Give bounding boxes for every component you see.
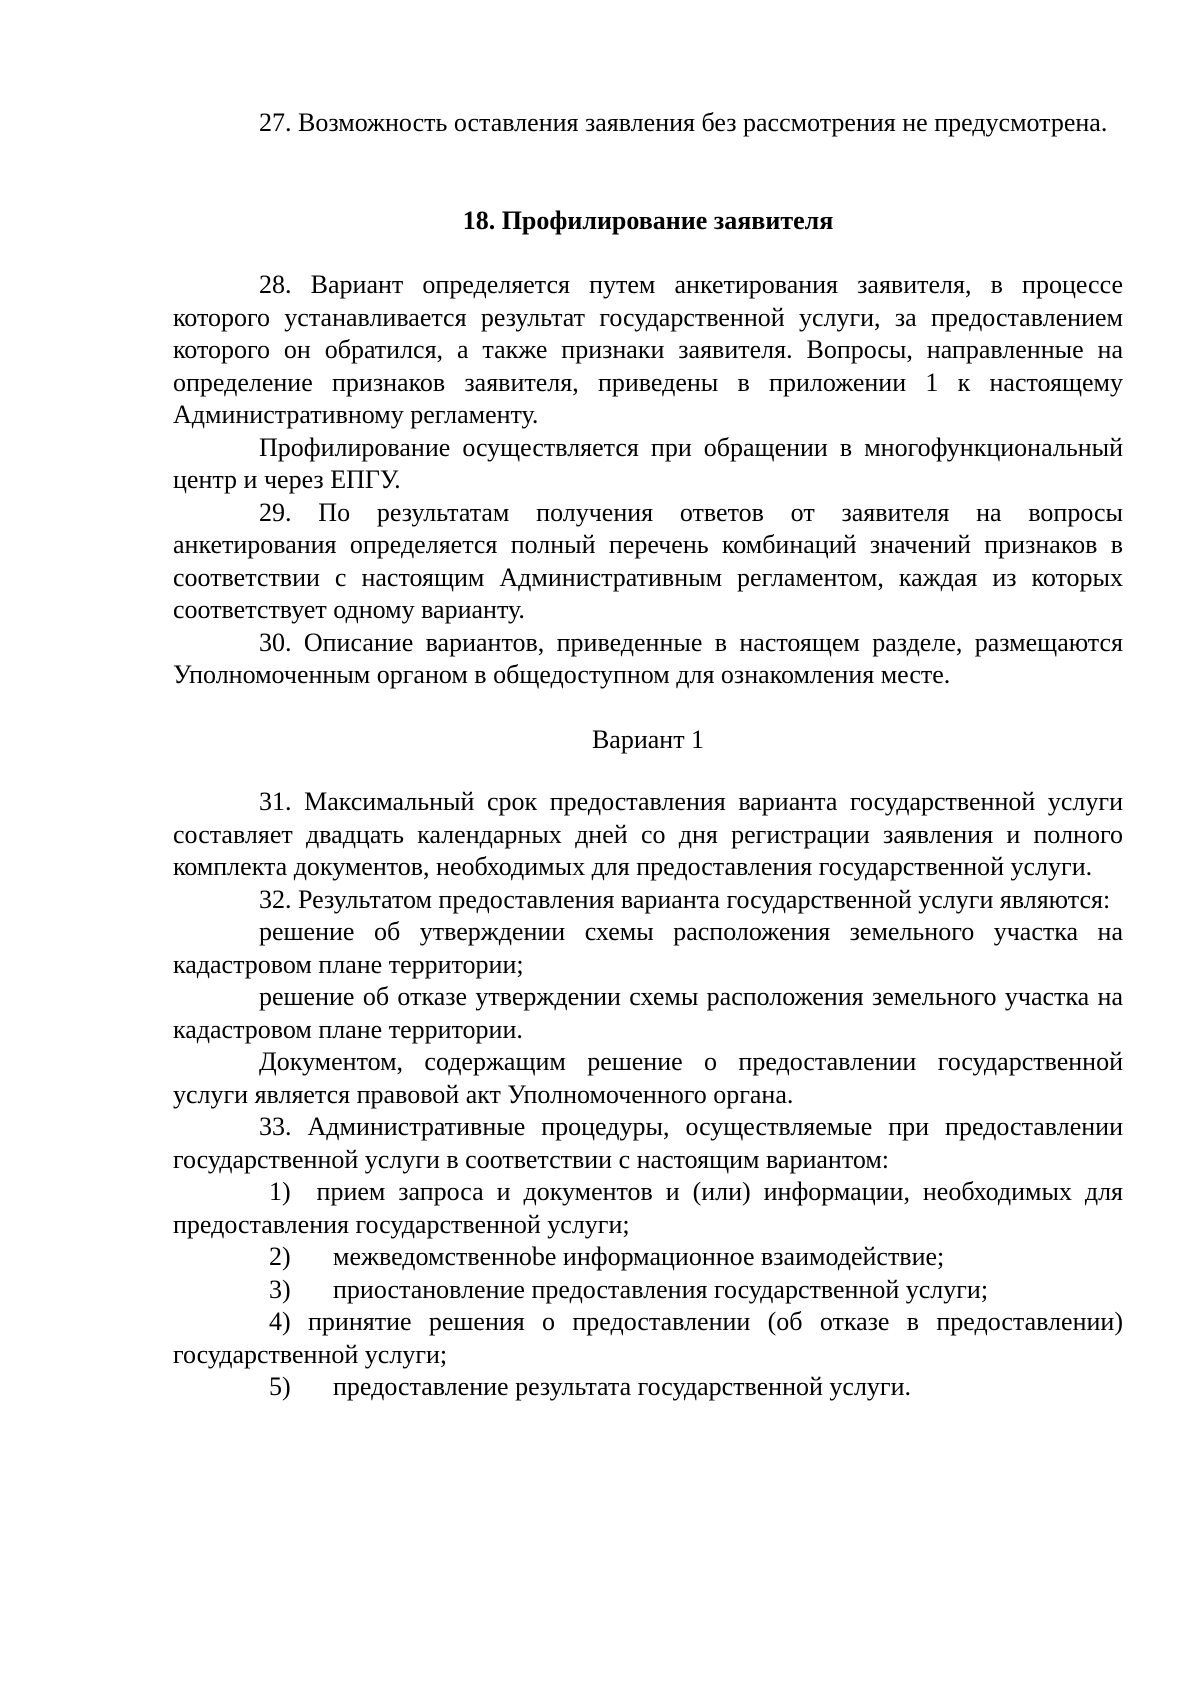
variant-heading: Вариант 1 — [591, 724, 705, 754]
spacer — [173, 140, 1123, 205]
spacer — [173, 756, 1123, 786]
paragraph-32: 32. Результатом предоставления варианта государственной услуги являются: — [259, 884, 1111, 914]
paragraph-31: 31. Максимальный срок предоставления варианта государственной услуги составляет двадцать календарных дней со дня регистрации заявления и полного комплекта документов, необходимых для предоставления государственной услуги. — [173, 787, 1123, 881]
list-item-2 — [173, 1241, 1123, 1274]
list-item-number: 1) — [269, 1177, 291, 1206]
paragraph-28-profiling: Профилирование осуществляется при обращении в многофункциональный центр и через ЕПГУ. — [173, 432, 1123, 494]
paragraph-32-document: Документом, содержащим решение о предоставлении государственной услуги является правовой акт Уполномоченного органа. — [173, 1047, 1123, 1109]
spacer — [173, 237, 1123, 269]
list-item-text: принятие решения о предоставлении (об отказе в предоставлении) государственной услуги; — [173, 1307, 1123, 1369]
list-item-text: межведомственноbе информационное взаимодействие; — [333, 1242, 945, 1271]
list-item-1 — [173, 1176, 1123, 1241]
list-item-number: 3) — [269, 1274, 291, 1304]
paragraph-33: 33. Административные процедуры, осуществляемые при предоставлении государственной услуги в соответствии с настоящим вариантом: — [173, 1112, 1123, 1174]
paragraph-28: 28. Вариант определяется путем анкетирования заявителя, в процессе которого устанавливается результат государственной услуги, за предоставлением которого он обратился, а также признаки заявителя. Вопросы, направленные на определение признаков заявителя, приведены в приложении 1 к настоящему Административному регламенту. — [173, 270, 1123, 429]
section-heading-18: 18. Профилирование заявителя — [462, 205, 834, 235]
list-item-text: прием запроса и документов и (или) информации, необходимых для предоставления государственной услуги; — [173, 1177, 1123, 1239]
list-item-5 — [173, 1371, 1123, 1404]
paragraph-32-result-approval: решение об утверждении схемы расположения земельного участка на кадастровом плане территории; — [173, 917, 1123, 979]
list-item-text: приостановление предоставления государственной услуги; — [333, 1274, 989, 1304]
paragraph-30: 30. Описание вариантов, приведенные в настоящем разделе, размещаются Уполномоченным органом в общедоступном для ознакомления месте. — [173, 627, 1123, 689]
list-item-4 — [173, 1306, 1123, 1371]
list-item-3 — [173, 1274, 1123, 1307]
list-item-number: 4) — [269, 1307, 291, 1336]
spacer — [173, 692, 1123, 724]
paragraph-29: 29. По результатам получения ответов от заявителя на вопросы анкетирования определяется полный перечень комбинаций значений признаков в соответствии с настоящим Административным регламентом, каждая из которых соответствует одному варианту. — [173, 497, 1123, 624]
paragraph-32-result-refusal: решение об отказе утверждении схемы расположения земельного участка на кадастровом плане территории. — [173, 982, 1123, 1044]
document-page — [173, 107, 1123, 1404]
paragraph-27: 27. Возможность оставления заявления без рассмотрения не предусмотрена. — [259, 108, 1108, 137]
list-item-text: предоставление результата государственной услуги. — [333, 1372, 912, 1401]
list-item-number: 2) — [269, 1242, 291, 1271]
list-item-number: 5) — [269, 1372, 291, 1401]
